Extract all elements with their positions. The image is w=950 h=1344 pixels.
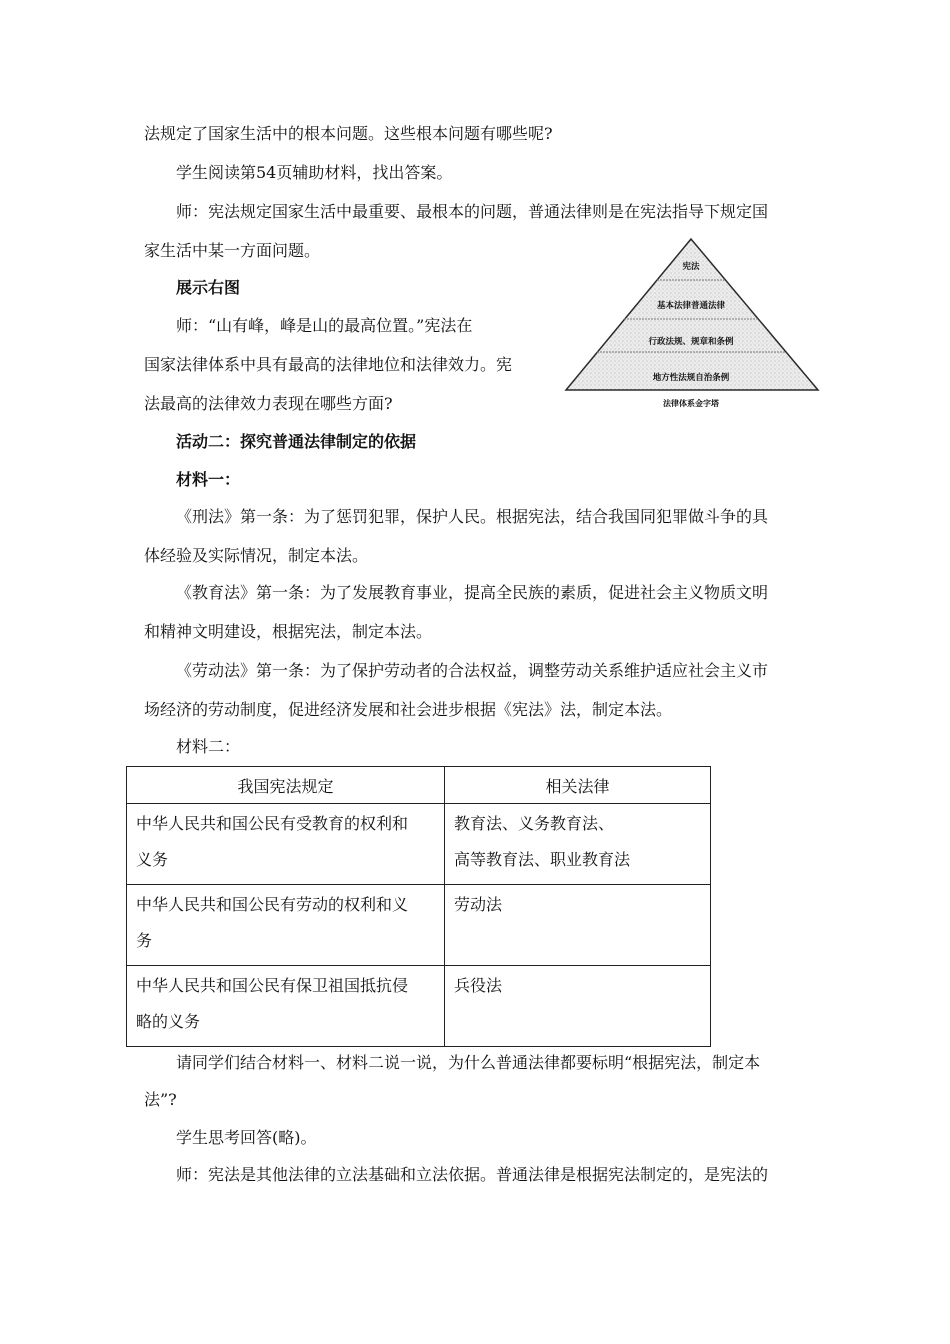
paragraph-line: 学生思考回答(略)。 (176, 1128, 317, 1147)
table-row (127, 804, 711, 885)
constitution-law-table (126, 766, 711, 1047)
paragraph-line: 《劳动法》第一条：为了保护劳动者的合法权益，调整劳动关系维护适应社会主义市 (176, 661, 769, 680)
paragraph-line: 法规定了国家生活中的根本问题。这些根本问题有哪些呢? (144, 124, 553, 143)
table-header-row (127, 767, 711, 804)
constitution-provision-cell: 中华人民共和国公民有保卫祖国抵抗侵 略的义务 (127, 966, 445, 1047)
show-figure-label: 展示右图 (176, 278, 241, 297)
related-law-cell: 兵役法 (445, 966, 711, 1047)
constitution-provision-cell: 中华人民共和国公民有劳动的权利和义 务 (127, 885, 445, 966)
table-row (127, 966, 711, 1047)
activity-heading: 活动二：探究普通法律制定的依据 (176, 432, 417, 451)
paragraph-line: 场经济的劳动制度，促进经济发展和社会进步根据《宪法》法，制定本法。 (144, 700, 673, 719)
paragraph-line: 学生阅读第54页辅助材料，找出答案。 (176, 163, 453, 182)
related-law-cell: 劳动法 (445, 885, 711, 966)
pyramid-level-label: 宪法 (682, 262, 700, 272)
paragraph-line: 《教育法》第一条：为了发展教育事业，提高全民族的素质，促进社会主义物质文明 (176, 583, 769, 602)
paragraph-line: 国家法律体系中具有最高的法律地位和法律效力。宪 (144, 355, 513, 374)
pyramid-level-label: 行政法规、规章和条例 (648, 337, 734, 347)
paragraph-line: 《刑法》第一条：为了惩罚犯罪，保护人民。根据宪法，结合我国同犯罪做斗争的具 (176, 507, 769, 526)
paragraph-line: 师：宪法是其他法律的立法基础和立法依据。普通法律是根据宪法制定的，是宪法的 (176, 1165, 769, 1184)
pyramid-caption: 法律体系金字塔 (663, 399, 719, 408)
paragraph-line: 和精神文明建设，根据宪法，制定本法。 (144, 622, 433, 641)
material-two-heading: 材料二： (176, 737, 241, 756)
paragraph-line: 法最高的法律效力表现在哪些方面? (144, 394, 393, 413)
paragraph-line: 体经验及实际情况，制定本法。 (144, 546, 369, 565)
material-one-heading: 材料一： (176, 470, 241, 489)
paragraph-line: 请同学们结合材料一、材料二说一说，为什么普通法律都要标明“根据宪法，制定本 (176, 1053, 761, 1072)
column-header: 我国宪法规定 (127, 767, 445, 804)
pyramid-level-label: 基本法律普通法律 (656, 301, 726, 311)
law-pyramid-figure (562, 236, 822, 416)
table-row (127, 885, 711, 966)
column-header: 相关法律 (445, 767, 711, 804)
paragraph-line: 法”? (144, 1090, 177, 1109)
pyramid-level-label: 地方性法规自治条例 (652, 373, 730, 383)
related-law-cell: 教育法、义务教育法、 高等教育法、职业教育法 (445, 804, 711, 885)
paragraph-line: 师：“山有峰，峰是山的最高位置。”宪法在 (176, 316, 473, 335)
paragraph-line: 师：宪法规定国家生活中最重要、最根本的问题，普通法律则是在宪法指导下规定国 (176, 202, 769, 221)
paragraph-line: 家生活中某一方面问题。 (144, 241, 321, 260)
constitution-provision-cell: 中华人民共和国公民有受教育的权利和 义务 (127, 804, 445, 885)
